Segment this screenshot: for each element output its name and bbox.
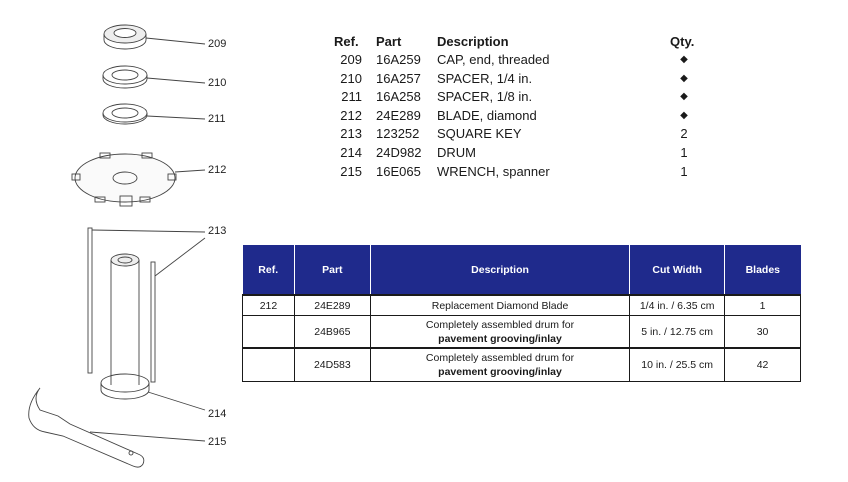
- table-row: [243, 295, 801, 316]
- blade-spec-table: [242, 245, 801, 382]
- spec-blades: 30: [725, 316, 801, 349]
- parts-list-description-header: Description: [437, 34, 509, 49]
- callout-209: 209: [208, 38, 227, 50]
- spec-blades: 1: [725, 295, 801, 316]
- spec-description: [370, 348, 629, 382]
- spec-blades-header: Blades: [725, 245, 801, 295]
- square-key-drawing: [88, 228, 205, 382]
- diamond-blade-drawing: [72, 153, 205, 206]
- parts-list-row: [330, 125, 710, 144]
- parts-list-header: [330, 33, 710, 51]
- part-description: SPACER, 1/8 in.: [437, 89, 533, 105]
- part-qty: ◆: [680, 72, 688, 84]
- callout-210: 210: [208, 77, 227, 89]
- part-number: 16E065: [376, 163, 421, 179]
- exploded-parts-diagram: [0, 0, 240, 482]
- callout-211: 211: [208, 113, 226, 125]
- parts-list-row: [330, 51, 710, 70]
- part-qty: 2: [680, 126, 688, 142]
- spec-cut-width: 10 in. / 25.5 cm: [630, 348, 725, 382]
- spec-ref: [243, 316, 295, 349]
- spec-part: 24D583: [294, 348, 370, 382]
- parts-list-ref-header: Ref.: [334, 34, 359, 49]
- part-number: 24D982: [376, 144, 422, 160]
- part-description: SQUARE KEY: [437, 126, 522, 142]
- spec-description-header: Description: [370, 245, 629, 295]
- parts-list-row: [330, 163, 710, 182]
- part-number: 16A257: [376, 70, 421, 86]
- spec-description-line2: pavement grooving/inlay: [438, 332, 562, 345]
- spec-table-header: [243, 245, 801, 295]
- part-ref: 210: [340, 70, 362, 86]
- part-qty: 1: [680, 163, 688, 179]
- part-description: BLADE, diamond: [437, 107, 537, 123]
- part-number: 16A259: [376, 52, 421, 67]
- part-ref: 212: [340, 107, 362, 123]
- parts-list-row: [330, 88, 710, 107]
- parts-list: [330, 33, 710, 181]
- parts-list-part-header: Part: [376, 34, 402, 49]
- spec-cut-width-header: Cut Width: [630, 245, 725, 295]
- spec-ref: 212: [243, 295, 295, 316]
- spec-blades: 42: [725, 348, 801, 382]
- part-qty: ◆: [680, 91, 688, 103]
- table-row: [243, 348, 801, 382]
- parts-list-row: [330, 144, 710, 163]
- part-qty: ◆: [680, 54, 688, 65]
- parts-list-row: [330, 70, 710, 89]
- part-ref: 213: [340, 126, 362, 142]
- callout-213: 213: [208, 225, 227, 237]
- callout-212: 212: [208, 164, 227, 176]
- spacer-eighth-drawing: [103, 104, 205, 124]
- callout-214: 214: [208, 408, 227, 420]
- part-qty: 1: [680, 144, 688, 160]
- part-ref: 211: [341, 89, 362, 105]
- part-description: SPACER, 1/4 in.: [437, 70, 533, 86]
- table-row: [243, 316, 801, 349]
- part-description: DRUM: [437, 144, 476, 160]
- drum-drawing: [101, 254, 205, 410]
- part-number: 24E289: [376, 107, 421, 123]
- part-description: WRENCH, spanner: [437, 163, 550, 179]
- spec-description-line1: Completely assembled drum for: [425, 352, 575, 364]
- parts-list-row: [330, 107, 710, 126]
- part-ref: 215: [340, 163, 362, 179]
- parts-list-qty-header: Qty.: [670, 34, 695, 49]
- part-number: 123252: [376, 126, 420, 142]
- spec-ref: [243, 348, 295, 382]
- spanner-wrench-drawing: [29, 388, 205, 467]
- part-qty: ◆: [680, 109, 688, 121]
- part-number: 16A258: [376, 89, 421, 105]
- spec-cut-width: 5 in. / 12.75 cm: [630, 316, 725, 349]
- spec-part: 24E289: [294, 295, 370, 316]
- spec-description: Replacement Diamond Blade: [370, 295, 629, 316]
- spec-part: 24B965: [294, 316, 370, 349]
- spec-part-header: Part: [294, 245, 370, 295]
- spec-description: [370, 316, 629, 349]
- part-description: CAP, end, threaded: [437, 52, 550, 67]
- spec-cut-width: 1/4 in. / 6.35 cm: [630, 295, 725, 316]
- callout-215: 215: [208, 436, 227, 448]
- end-cap-drawing: [104, 25, 205, 49]
- spec-ref-header: Ref.: [243, 245, 295, 295]
- spec-description-line2: pavement grooving/inlay: [438, 366, 562, 378]
- part-ref: 209: [340, 52, 362, 67]
- part-ref: 214: [340, 144, 362, 160]
- spacer-quarter-drawing: [103, 66, 205, 88]
- spec-description-line1: Completely assembled drum for: [425, 318, 575, 331]
